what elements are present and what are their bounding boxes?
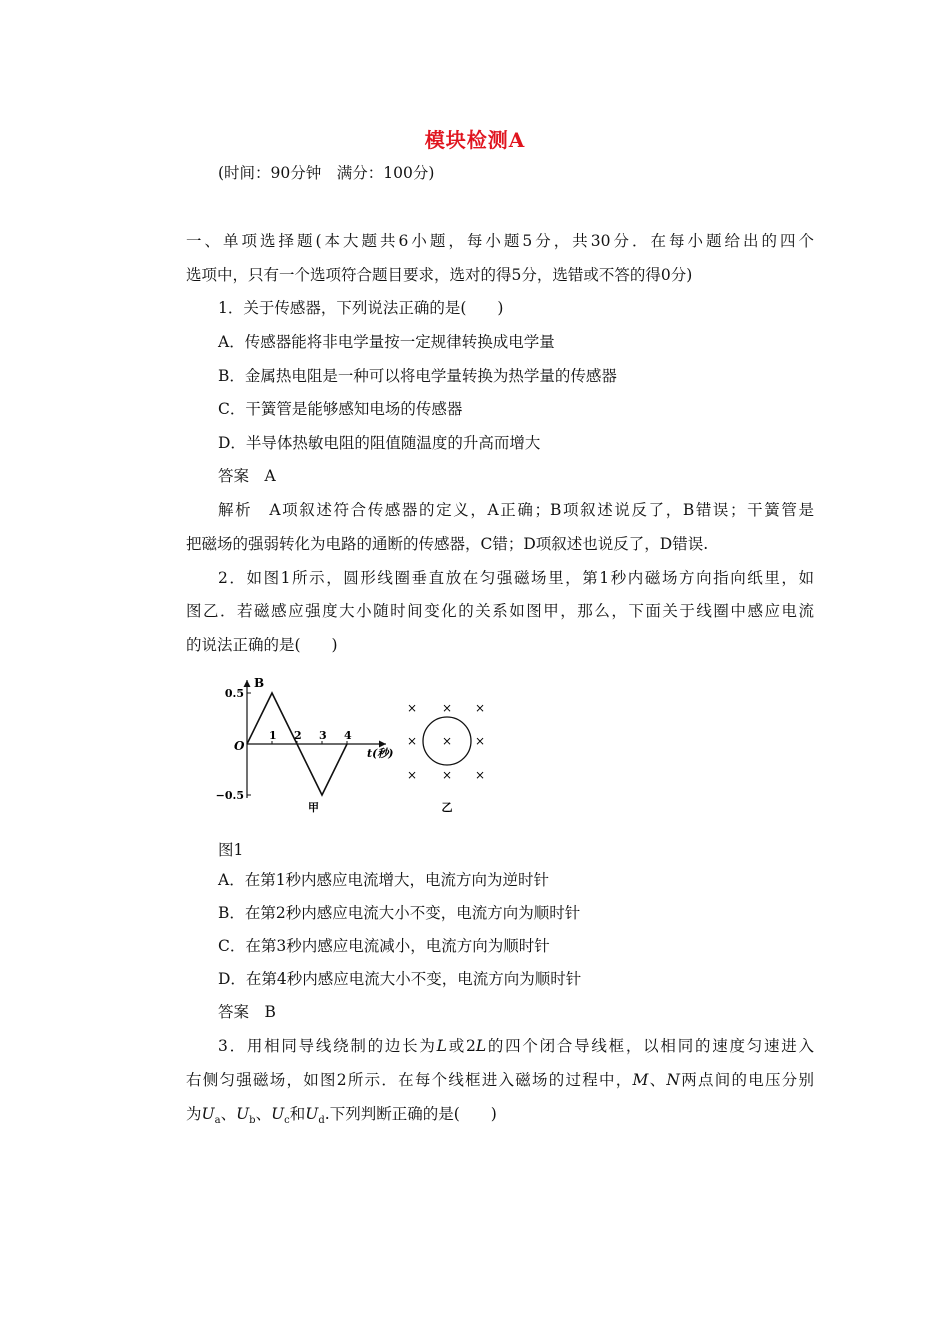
q3-text-3end: .下列判断正确的是( ) xyxy=(324,1105,497,1123)
q3-text-1c: 的四个闭合导线框，以相同的速度匀速进入 xyxy=(486,1037,814,1055)
q1-option-d: D．半导体热敏电阻的阻值随温度的升高而增大 xyxy=(218,434,541,452)
q3-stem-line3 xyxy=(186,1104,497,1131)
q2-option-c: C．在第3秒内感应电流减小，电流方向为顺时针 xyxy=(218,937,550,955)
q2-option-d: D．在第4秒内感应电流大小不变，电流方向为顺时针 xyxy=(218,970,582,988)
q2-stem-line3: 的说法正确的是( ) xyxy=(186,636,338,654)
exam-meta: (时间：90分钟 满分：100分) xyxy=(218,164,435,182)
q2-stem-line2: 图乙．若磁感应强度大小随时间变化的关系如图甲，那么，下面关于线圈中感应电流 xyxy=(186,602,814,620)
q3-var-M: M xyxy=(632,1071,649,1089)
q3-var-L: L xyxy=(436,1037,447,1055)
q1-analysis-line1: 解析 A项叙述符合传感器的定义，A正确；B项叙述说反了，B错误；干簧管是 xyxy=(218,501,814,519)
x-axis-label: t(秒) xyxy=(367,747,394,760)
y-tick-label-1: −0.5 xyxy=(215,789,244,802)
q1-stem: 1．关于传感器，下列说法正确的是( ) xyxy=(218,299,504,317)
figure-1-caption: 图1 xyxy=(218,841,244,859)
q3-var-ub: U xyxy=(236,1105,250,1123)
q3-text-2c: 两点间的电压分别 xyxy=(679,1071,814,1089)
q1-analysis-line2: 把磁场的强弱转化为电路的通断的传感器，C错；D项叙述也说反了，D错误. xyxy=(186,535,709,553)
q2-option-a: A．在第1秒内感应电流增大，电流方向为逆时针 xyxy=(218,871,550,889)
q3-sep-1: 、 xyxy=(220,1105,237,1123)
field-cross-mark-8: × xyxy=(474,768,486,782)
field-cross-mark-6: × xyxy=(406,768,418,782)
field-cross-mark-4: × xyxy=(441,734,453,748)
q3-text-3a: 为 xyxy=(186,1105,202,1123)
graph-jia-caption: 甲 xyxy=(308,801,319,814)
q3-var-L2: L xyxy=(475,1037,487,1055)
graph-jia xyxy=(216,676,394,814)
q3-sub-d: d xyxy=(318,1115,325,1127)
q3-sub-b: b xyxy=(249,1115,256,1127)
q3-sep: 、 xyxy=(648,1071,667,1089)
q3-text-2a: 右侧匀强磁场，如图2所示．在每个线框进入磁场的过程中， xyxy=(186,1071,633,1089)
y-tick-label-0: 0.5 xyxy=(224,687,244,700)
figure-1 xyxy=(210,672,510,822)
q3-text-1b: 或2 xyxy=(446,1037,476,1055)
q2-stem-line1: 2．如图1所示，圆形线圈垂直放在匀强磁场里，第1秒内磁场方向指向纸里，如 xyxy=(218,569,814,587)
y-axis-label: B xyxy=(254,676,265,690)
q3-var-ud: U xyxy=(305,1105,319,1123)
q3-var-uc: U xyxy=(271,1105,285,1123)
x-tick-label-4: 4 xyxy=(344,729,352,742)
q3-var-ua: U xyxy=(201,1105,215,1123)
q3-stem-line1 xyxy=(218,1036,814,1056)
field-cross-mark-3: × xyxy=(406,734,418,748)
field-cross-mark-7: × xyxy=(441,768,453,782)
section-header-line2: 选项中，只有一个选项符合题目要求，选对的得5分，选错或不答的得0分) xyxy=(186,266,693,284)
page-title: 模块检测A xyxy=(424,128,526,152)
field-cross-mark-5: × xyxy=(474,734,486,748)
q1-option-a: A．传感器能将非电学量按一定规律转换成电学量 xyxy=(218,333,555,351)
q3-sub-c: c xyxy=(284,1115,290,1127)
q1-answer: 答案 A xyxy=(218,467,276,485)
q2-option-b: B．在第2秒内感应电流大小不变，电流方向为顺时针 xyxy=(218,904,581,922)
q3-var-N: N xyxy=(666,1071,680,1089)
q1-option-c: C．干簧管是能够感知电场的传感器 xyxy=(218,400,463,418)
q1-option-b: B．金属热电阻是一种可以将电学量转换为热学量的传感器 xyxy=(218,367,617,385)
q2-answer: 答案 B xyxy=(218,1003,276,1021)
field-cross-mark-2: × xyxy=(474,701,486,715)
x-tick-label-3: 3 xyxy=(319,729,327,742)
q3-stem-line2 xyxy=(186,1070,814,1090)
diagram-yi-caption: 乙 xyxy=(441,801,453,814)
q3-text-1a: 3．用相同导线绕制的边长为 xyxy=(218,1037,437,1055)
x-tick-label-1: 1 xyxy=(269,729,277,742)
field-cross-mark-1: × xyxy=(441,701,453,715)
q3-sub-a: a xyxy=(214,1115,221,1127)
field-cross-mark-0: × xyxy=(406,701,418,715)
diagram-yi xyxy=(407,701,485,814)
origin-label: O xyxy=(234,739,245,753)
q3-sep-2: 、 xyxy=(255,1105,272,1123)
q3-and: 和 xyxy=(289,1105,306,1123)
section-header-line1: 一、单项选择题(本大题共6小题，每小题5分，共30分．在每小题给出的四个 xyxy=(186,232,814,250)
x-tick-label-2: 2 xyxy=(294,729,302,742)
